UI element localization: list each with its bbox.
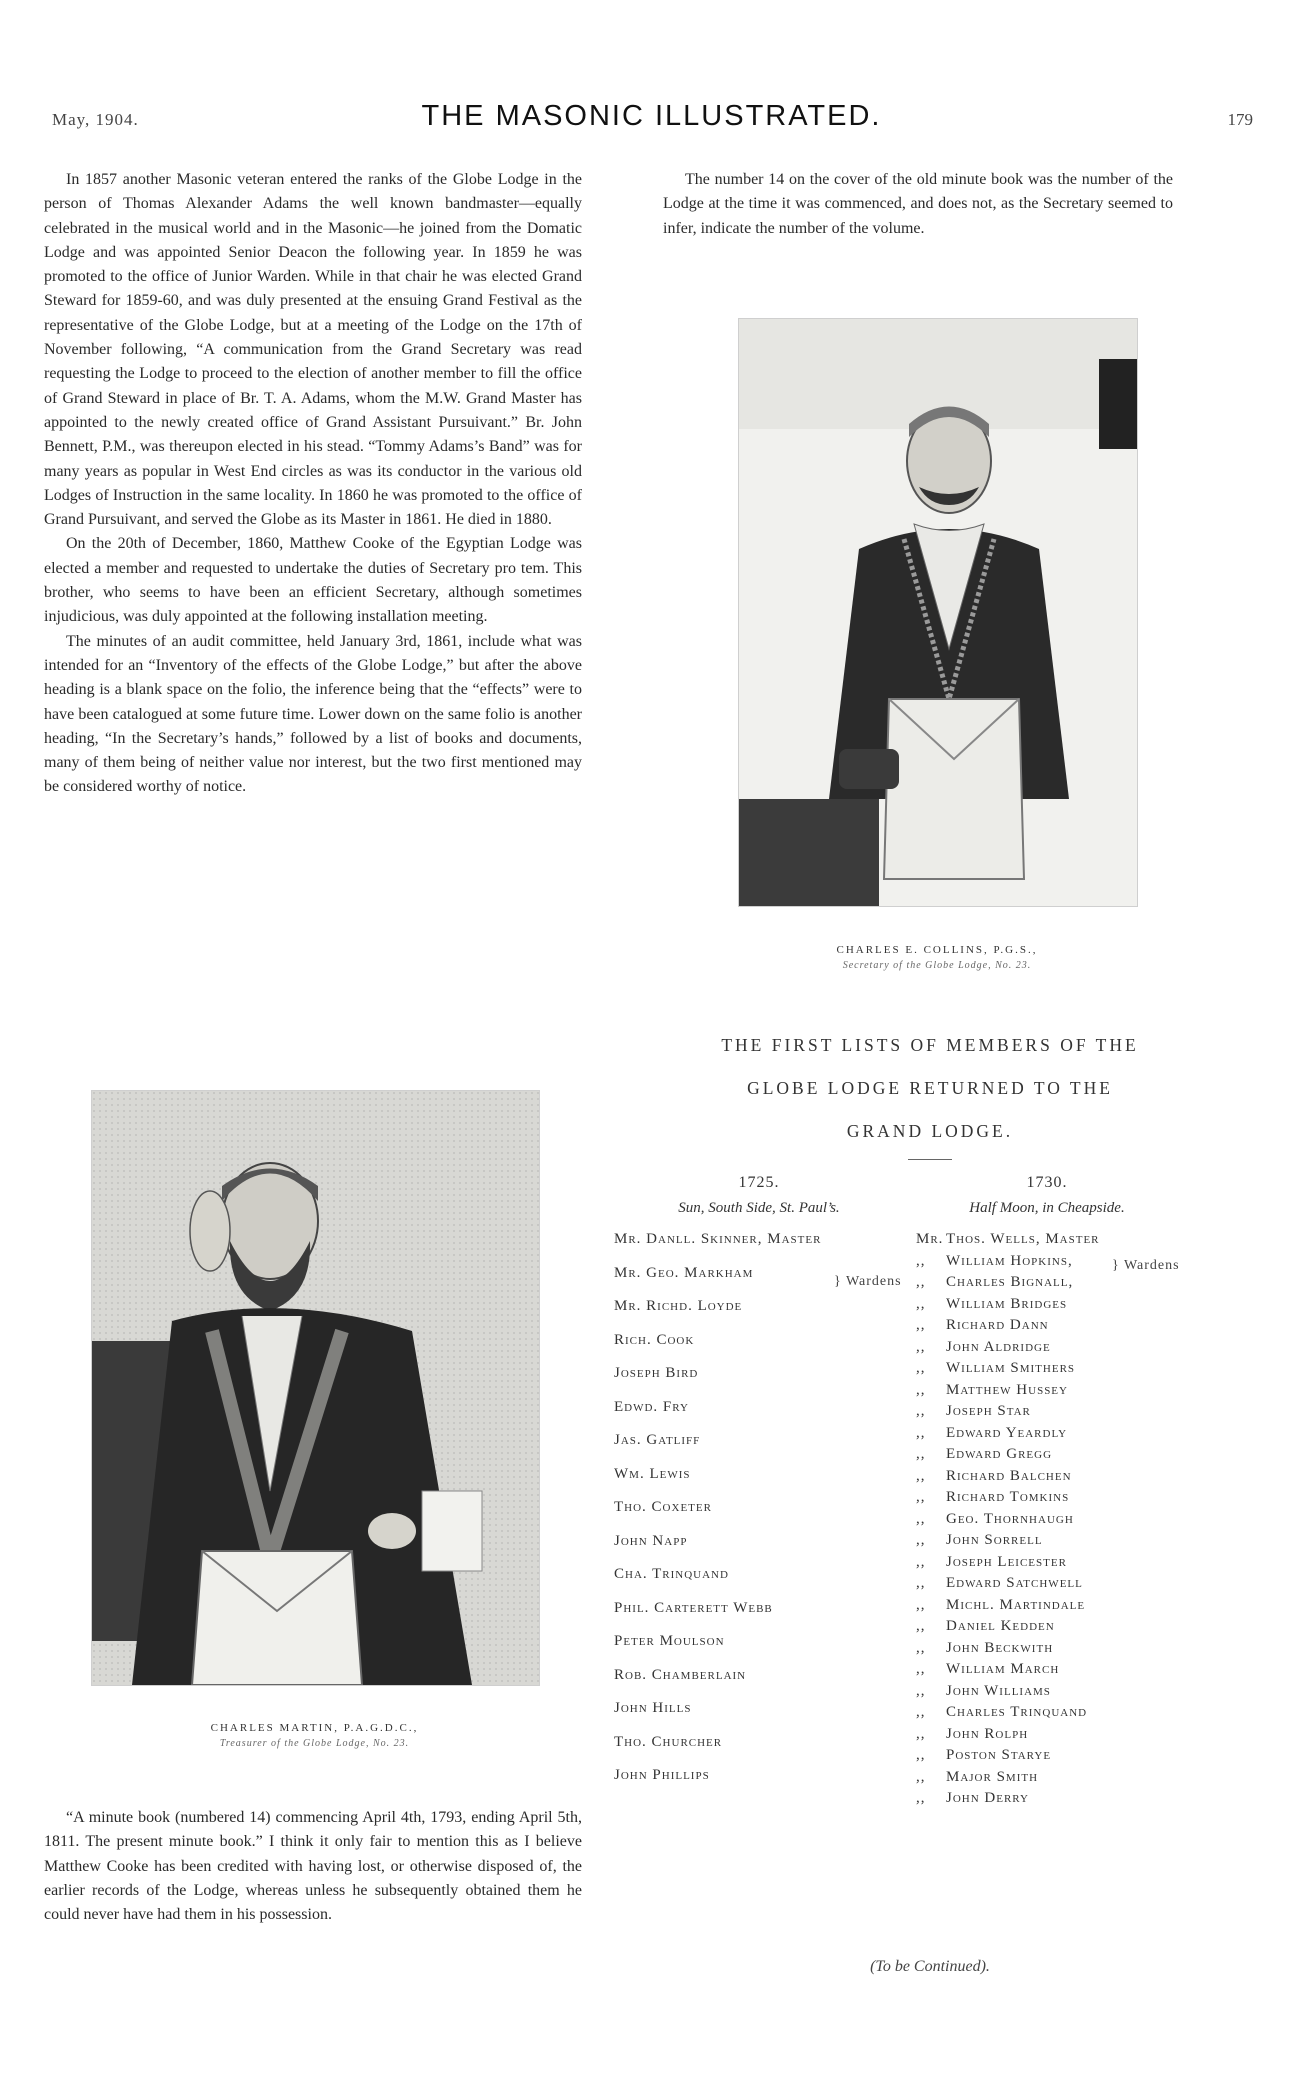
list-item [916, 1747, 1178, 1769]
ditto-mark: ,, [916, 1467, 926, 1484]
wardens-bracket: } Wardens [834, 1273, 902, 1289]
ditto-mark: ,, [916, 1790, 926, 1806]
list-item [916, 1726, 1178, 1748]
member-name: Mr. Richd. Loyde [614, 1298, 743, 1314]
paragraph: On the 20th of December, 1860, Matthew Cooke of the Egyptian Lodge was elected a member and requested to undertake the duties of Secretary pro tem. This brother, who seems to have been an efficient Secretary, although sometimes injudicious, was duly appointed at the following installation meeting. [44, 535, 582, 626]
list-item [916, 1532, 1178, 1554]
list-item [916, 1382, 1178, 1404]
ditto-mark: ,, [916, 1747, 926, 1763]
ditto-mark: ,, [916, 1360, 926, 1376]
portrait-martin-illustration [92, 1091, 539, 1685]
ditto-mark: ,, [916, 1317, 926, 1333]
member-name: Cha. Trinquand [614, 1566, 729, 1582]
member-name: Phil. Carterett Webb [614, 1599, 773, 1616]
list-item [614, 1633, 904, 1667]
ditto-mark: ,, [916, 1338, 926, 1355]
member-name: Mr. Danll. Skinner, Master [614, 1231, 822, 1247]
list-item [614, 1365, 904, 1399]
list-item [614, 1533, 904, 1567]
member-name: Peter Moulson [614, 1633, 725, 1649]
ditto-mark: ,, [916, 1274, 926, 1290]
list-item [916, 1769, 1178, 1791]
member-name: Edward Gregg [946, 1446, 1053, 1462]
caption-collins [738, 944, 1136, 971]
section-heading [620, 1024, 1240, 1160]
ditto-mark: ,, [916, 1553, 926, 1570]
member-name: Michl. Martindale [946, 1596, 1086, 1613]
member-name: Daniel Kedden [946, 1618, 1055, 1634]
list-item [916, 1640, 1178, 1662]
right-column-text [663, 168, 1173, 241]
list-item [614, 1466, 904, 1500]
member-name: William March [946, 1661, 1060, 1677]
member-name: William Hopkins, [946, 1252, 1073, 1269]
list-item [916, 1790, 1178, 1812]
list-item [614, 1332, 904, 1366]
member-name: Major Smith [946, 1768, 1039, 1785]
ditto-mark: ,, [916, 1618, 926, 1634]
to-be-continued-note: (To be Continued). [870, 1958, 990, 1975]
member-name: Rob. Chamberlain [614, 1666, 747, 1683]
list-item [614, 1399, 904, 1433]
ditto-mark: ,, [916, 1596, 926, 1613]
ditto-mark: ,, [916, 1446, 926, 1462]
paragraph: The minutes of an audit committee, held January 3rd, 1861, include what was intended for an “Inventory of the effects of the Globe Lodge,” but after the above heading is a blank space on the folio, the inference being that the “effects” were to have been catalogued at some future time. Lower down on the same folio is another heading, “In the Secretary’s hands,” followed by a list of books and documents, many of them being of neither value nor interest, but the two first mentioned may be considered worthy of notice. [44, 632, 582, 796]
member-list-1730 [916, 1174, 1178, 1812]
member-name: John Rolph [946, 1725, 1029, 1742]
member-name: Richard Tomkins [946, 1489, 1070, 1505]
member-list-items [916, 1231, 1178, 1812]
member-list-items [614, 1231, 904, 1801]
member-list-1725 [614, 1174, 904, 1801]
left-column-text [44, 168, 582, 800]
portrait-photo-collins [738, 318, 1138, 907]
list-item [916, 1661, 1178, 1683]
member-name: John Beckwith [946, 1639, 1054, 1656]
page-number: 179 [1227, 110, 1253, 129]
list-item [916, 1253, 1178, 1275]
member-name: Tho. Churcher [614, 1733, 723, 1750]
member-name: John Napp [614, 1532, 688, 1549]
list-item [916, 1339, 1178, 1361]
ditto-mark: ,, [916, 1682, 926, 1699]
list-item [614, 1432, 904, 1466]
list-item [614, 1600, 904, 1634]
caption-subtitle: Secretary of the Globe Lodge, No. 23. [842, 960, 1032, 971]
list-item [614, 1667, 904, 1701]
list-item [916, 1597, 1178, 1619]
portrait-photo-martin [91, 1090, 540, 1686]
member-name: John Aldridge [946, 1338, 1051, 1355]
member-name: John Sorrell [946, 1532, 1043, 1548]
list-item [614, 1566, 904, 1600]
member-name: John Derry [946, 1790, 1029, 1806]
list-item [916, 1403, 1178, 1425]
list-item [916, 1554, 1178, 1576]
ditto-mark: Mr. [916, 1231, 944, 1247]
list-item [916, 1446, 1178, 1468]
ditto-mark: ,, [916, 1252, 926, 1269]
member-name: Joseph Star [946, 1403, 1031, 1419]
list-item [614, 1265, 904, 1299]
list-item [916, 1468, 1178, 1490]
ditto-mark: ,, [916, 1704, 926, 1720]
wardens-bracket: } Wardens [1112, 1257, 1180, 1273]
list-item [916, 1489, 1178, 1511]
list-item [614, 1734, 904, 1768]
member-name: Edwd. Fry [614, 1398, 689, 1415]
heading-line-1: THE FIRST LISTS OF MEMBERS OF THE [721, 1035, 1139, 1055]
list-item [916, 1274, 1178, 1296]
member-name: John Williams [946, 1682, 1051, 1699]
list-item [916, 1296, 1178, 1318]
paragraph: “A minute book (numbered 14) commencing April 4th, 1793, ending April 5th, 1811. The present minute book.” I think it only fair to mention this as I believe Matthew Cooke has been credited with having lost, or otherwise disposed of, the earlier records of the Lodge, whereas unless he subsequently obtained them he could never have had them in his possession. [44, 1809, 582, 1924]
caption-martin [91, 1722, 538, 1749]
caption-subtitle: Treasurer of the Globe Lodge, No. 23. [219, 1738, 410, 1749]
ditto-mark: ,, [916, 1295, 926, 1312]
member-name: Geo. Thornhaugh [946, 1510, 1074, 1527]
member-name: Poston Starye [946, 1747, 1052, 1763]
heading-line-3: GRAND LODGE. [846, 1121, 1014, 1141]
list-year: 1725. [738, 1174, 780, 1191]
list-item [916, 1511, 1178, 1533]
member-name: John Phillips [614, 1767, 710, 1783]
bottom-left-text [44, 1806, 582, 1927]
list-item [614, 1700, 904, 1734]
ditto-mark: ,, [916, 1532, 926, 1548]
ditto-mark: ,, [916, 1489, 926, 1505]
member-name: Mr. Geo. Markham [614, 1264, 754, 1281]
ditto-mark: ,, [916, 1768, 926, 1785]
member-name: Edward Yeardly [946, 1424, 1068, 1441]
list-item [614, 1767, 904, 1801]
ditto-mark: ,, [916, 1403, 926, 1419]
list-item [916, 1618, 1178, 1640]
list-item [916, 1317, 1178, 1339]
member-name: Edward Satchwell [946, 1575, 1083, 1591]
ditto-mark: ,, [916, 1661, 926, 1677]
list-place: Sun, South Side, St. Paul’s. [678, 1200, 840, 1216]
member-name: Joseph Leicester [946, 1553, 1067, 1570]
caption-text: CHARLES E. COLLINS, P.G.S., [836, 944, 1038, 956]
ditto-mark: ,, [916, 1575, 926, 1591]
list-item [916, 1360, 1178, 1382]
list-item [916, 1425, 1178, 1447]
ditto-mark: ,, [916, 1424, 926, 1441]
member-name: Charles Trinquand [946, 1704, 1088, 1720]
member-name: Matthew Hussey [946, 1381, 1068, 1398]
member-name: Tho. Coxeter [614, 1499, 712, 1515]
list-item [916, 1704, 1178, 1726]
paragraph: The number 14 on the cover of the old minute book was the number of the Lodge at the time it was commenced, and does not, as the Secretary seemed to infer, indicate the number of the volume. [663, 171, 1173, 237]
ditto-mark: ,, [916, 1725, 926, 1742]
divider [908, 1159, 952, 1160]
member-name: Joseph Bird [614, 1365, 699, 1381]
list-year: 1730. [1026, 1174, 1068, 1191]
member-name: Thos. Wells, Master [946, 1231, 1100, 1247]
list-item [614, 1231, 904, 1265]
issue-date: May, 1904. [52, 110, 139, 129]
publication-title: THE MASONIC ILLUSTRATED. [421, 100, 882, 132]
heading-line-2: GLOBE LODGE RETURNED TO THE [747, 1078, 1113, 1098]
member-name: Richard Balchen [946, 1467, 1072, 1484]
member-name: Wm. Lewis [614, 1465, 691, 1482]
ditto-mark: ,, [916, 1639, 926, 1656]
list-item [916, 1231, 1178, 1253]
ditto-mark: ,, [916, 1510, 926, 1527]
list-item [614, 1499, 904, 1533]
caption-text: CHARLES MARTIN, P.A.G.D.C., [210, 1722, 419, 1734]
member-name: Richard Dann [946, 1317, 1049, 1333]
list-item [916, 1575, 1178, 1597]
member-name: Rich. Cook [614, 1331, 695, 1348]
member-name: Jas. Gatliff [614, 1432, 701, 1448]
paragraph: In 1857 another Masonic veteran entered the ranks of the Globe Lodge in the person of Thomas Alexander Adams the well known bandmaster—equally celebrated in the musical world and in the Masonic—he joined from the Domatic Lodge and was appointed Senior Deacon the following year. In 1859 he was promoted to the office of Junior Warden. While in that chair he was elected Grand Steward for 1859-60, and was duly presented at the ensuing Grand Festival as the representative of the Globe Lodge, but at a meeting of the Lodge on the 17th of November following, “A communication from the Grand Secretary was read requesting the Lodge to proceed to the election of another member to fill the office of Grand Steward in place of Br. T. A. Adams, whom the M.W. Grand Master has appointed to the newly created office of Grand Assistant Pursuivant.” Br. John Bennett, P.M., was thereupon elected in his stead. “Tommy Adams’s Band” was for many years as popular in West End circles as was its conductor in the various old Lodges of Instruction in the same locality. In 1860 he was promoted to the office of Grand Pursuivant, and served the Globe as its Master in 1861. He died in 1880. [44, 171, 582, 529]
portrait-collins-illustration [739, 319, 1137, 906]
list-item [916, 1683, 1178, 1705]
member-name: Charles Bignall, [946, 1274, 1074, 1290]
list-item [614, 1298, 904, 1332]
member-name: John Hills [614, 1700, 692, 1716]
member-name: William Smithers [946, 1360, 1076, 1376]
member-name: William Bridges [946, 1295, 1068, 1312]
list-place: Half Moon, in Cheapside. [969, 1200, 1125, 1216]
page-header [0, 100, 1303, 140]
ditto-mark: ,, [916, 1381, 926, 1398]
